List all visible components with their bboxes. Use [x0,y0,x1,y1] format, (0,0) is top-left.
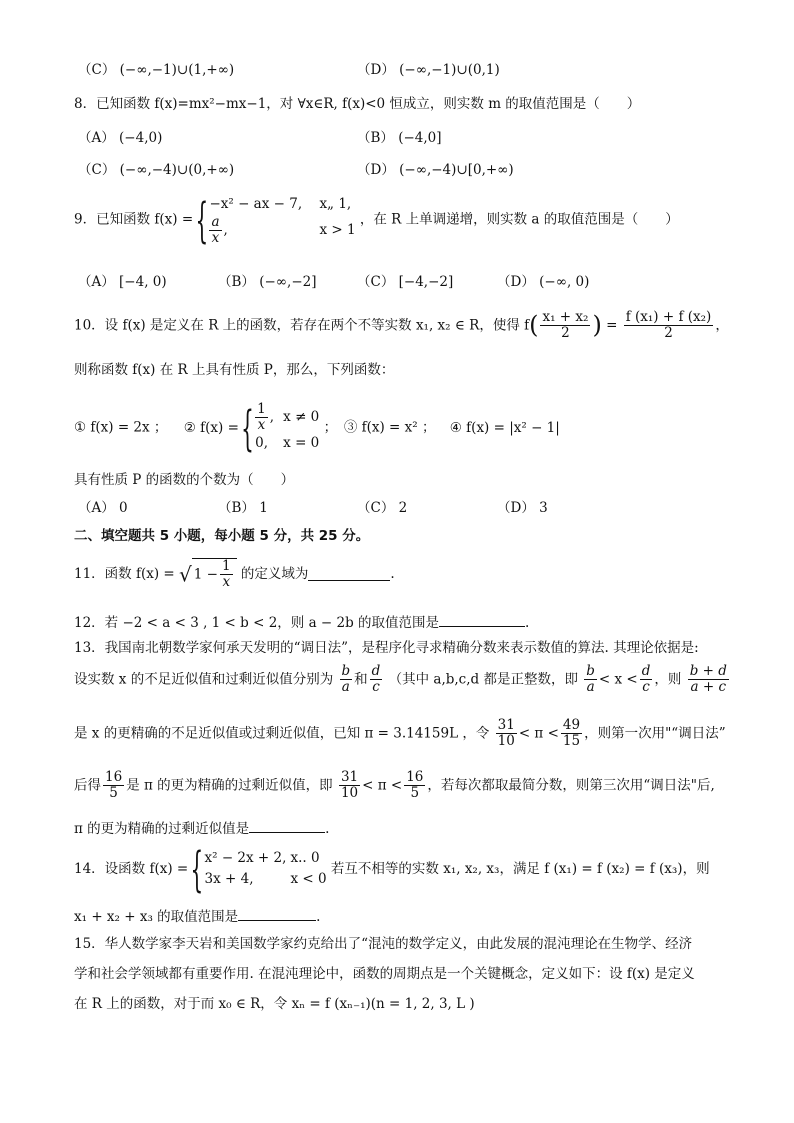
q8-stem: 8．已知函数 f(x)=mx²−mx−1，对 ∀x∈R, f(x)<0 恒成立，则实数 m 的取值范围是（ ） [74,96,641,112]
q15-line1: 15．华人数学家李天岩和美国数学家约克给出了“混沌的数学定义，由此发展的混沌理论在生物学、经济 [74,936,693,952]
q14-line2-text: x₁ + x₂ + x₃ 的取值范围是 [74,909,239,925]
q12-text: 12．若 −2 < a < 3 , 1 < b < 2，则 a − 2b 的取值范围是 [74,615,440,631]
q13-line4-d: ，若每次都取最简分数，则第三次用“调日法"后, [427,777,715,794]
q12-answer-blank[interactable] [439,612,525,627]
q9-case2-den: x [211,229,220,246]
q13-frac-10: 10 [497,732,515,749]
q10-lhs-num: x₁ + x₂ [542,309,589,325]
q13-frac-a2: a [586,678,595,695]
q13-frac-15: 15 [562,732,581,749]
q14-line2 [74,906,320,925]
q10-stem: 10．设 f(x) 是定义在 R 上的函数，若存在两个不等实数 x₁, x₂ ∈ R，使得 f( $\frac{\text{x₁ + x₂}}{2}$ ) = $\frac{\text{f (x₁) + f (x₂)}}{2}$ ， [74,309,729,341]
q14-prefix: 14．设函数 f(x) = [74,860,189,877]
q13-frac-bd: b + d [689,663,727,679]
q13-frac-49: 49 [562,717,581,733]
q13-line2 [74,664,731,695]
q10-stem-b: 则称函数 f(x) 在 R 上具有性质 P，那么，下列函数： [74,362,395,378]
q10-functions [74,402,560,454]
q13-line2-d: ，则 [654,671,682,688]
q13-answer-blank[interactable] [249,818,325,833]
q9-suffix: ，在 R 上单调递增，则实数 a 的取值范围是（ ） [359,211,679,228]
q10-f2-case1-num: { 1 [257,401,266,417]
q13-frac-d2: d [641,663,651,679]
q13-line1: 13．我国南北朝数学家何承天发明的“调日法”，是程序化寻求精确分数来表示数值的算法. 其理论依据是: [74,640,699,656]
q11-prefix: 11．函数 f(x) = [74,565,175,582]
q9-case1-cond: x„ 1, [319,196,352,212]
q13-frac-c: c [372,678,380,695]
q14-period: . [316,909,321,925]
q7-option-d: （D） (−∞,−1)∪(0,1) [357,62,500,78]
q13-frac-b2: b [586,663,595,679]
q12-period: . [525,615,530,631]
q13-line3 [74,718,726,749]
q11-rad-den: x [222,573,231,590]
q14-piecewise [193,848,327,890]
q14-mid: 若互不相等的实数 x₁, x₂, x₃，满足 f (x₁) = f (x₂) = f (x₃)，则 [330,860,710,877]
q9-stem [74,194,679,246]
q10-f3: ； ③ f(x) = x² ； [323,419,436,436]
q7-option-c: （C） (−∞,−1)∪(1,+∞) [78,62,235,78]
q13-frac-10b: 10 [340,784,359,801]
q15-line3: 在 R 上的函数，对于而 x₀ ∈ R，令 xₙ = f (xₙ₋₁)(n = 1, 2, 3, L ) [74,996,475,1012]
q10-f2-case1-den: x [257,416,266,433]
q10-rhs-num: f (x₁) + f (x₂) [625,309,712,325]
q9-prefix: 9．已知函数 f(x) = [74,211,194,228]
q8-option-d: （D） (−∞,−4)∪[0,+∞) [357,162,514,178]
q9-option-d: （D） (−∞, 0) [497,274,590,290]
q10-option-c: （C） 2 [357,500,408,516]
q10-f2-piecewise: { $\frac{1}{x}$ , x ≠ 0 0, x = 0 [243,402,319,454]
q13-line2-c: < x < [598,671,638,688]
q9-option-b: （B） (−∞,−2] [218,274,317,290]
q10-f2-case2-cond: x = 0 [283,434,320,451]
q13-frac-ac: a + c [690,678,727,695]
q13-line2-a: 设实数 x 的不足近似值和过剩近似值分别为 [74,671,334,688]
q13-line4-c: < π < [362,777,403,794]
q14-case2-cond: x < 0 [290,870,327,887]
q14-case1: x² − 2x + 2, [204,850,287,866]
q11-rad-num: 1 [221,558,231,574]
q10-stem-a: 10．设 f(x) 是定义在 R 上的函数，若存在两个不等实数 x₁, x₂ ∈ R，使得 f [74,317,530,334]
q13-line4 [74,770,715,801]
q11-period: . [390,565,395,582]
q13-frac-31b: 31 [340,769,359,785]
q13-line3-c: ，则第一次用"“调日法” [584,725,726,742]
q13-frac-5b: 5 [410,784,420,801]
q13-line5-text: π 的更为精确的过剩近似值是 [74,821,250,837]
q8-option-b: （B） (−4,0] [357,130,442,146]
q9-case1-expr: −x² − ax − 7, [209,196,303,212]
section-2-heading: 二、填空题共 5 小题，每小题 5 分，共 25 分。 [74,528,370,544]
q9-option-c: （C） [−4,−2] [357,274,454,290]
q13-and: 和 [354,671,368,688]
q13-period: . [325,821,330,837]
q10-option-d: （D） 3 [497,500,548,516]
q10-f2-case1-cond: x ≠ 0 [283,408,320,425]
q14-case1-cond: x.. 0 [290,850,320,866]
q14-answer-blank[interactable] [238,906,316,921]
q12 [74,612,529,631]
q15-line2: 学和社会学领域都有重要作用. 在混沌理论中，函数的周期点是一个关键概念，定义如下：设 f(x) 是定义 [74,966,695,982]
q13-frac-c2: c [642,678,650,695]
q13-frac-a: a [341,678,350,695]
q10-f2-case2: 0, [255,434,269,451]
q13-line2-b: （其中 a,b,c,d 都是正整数，即 [388,671,578,688]
q11: 11．函数 f(x) = √ 1 − $\frac{1}{x}$ 的定义域为 . [74,558,395,590]
q11-radicand-a: 1 − [193,566,218,583]
q9-option-a: （A） [−4, 0) [78,274,167,290]
q10-option-b: （B） 1 [218,500,268,516]
q10-option-a: （A） 0 [78,500,128,516]
q13-line3-b: < π < [518,725,559,742]
q10-f2-prefix: ② f(x) = [183,419,239,436]
q9-piecewise: { −x² − ax − 7, x„ 1, $\frac{a}{x}$ , x > 1 [197,194,355,246]
q10-ask: 具有性质 P 的函数的个数为（ ） [74,472,295,488]
q9-case2-num: a [211,213,220,230]
q10-f1: ① f(x) = 2x ； [74,419,168,436]
q13-frac-b: b [341,663,351,679]
q8-option-a: （A） (−4,0) [78,130,163,146]
q11-suffix: 的定义域为 [240,565,309,582]
q13-frac-31: 31 [497,717,515,733]
q8-option-c: （C） (−∞,−4)∪(0,+∞) [78,162,235,178]
q13-frac-16b: 16 [406,769,424,785]
q13-frac-d: d [371,663,381,679]
q10-rhs-den: 2 [664,324,673,341]
q13-frac-16: 16 [105,769,123,785]
q11-answer-blank[interactable] [308,566,390,581]
q13-line4-a: 后得 [74,777,101,794]
q13-frac-5: 5 [109,784,118,801]
q13-line4-b: 是 π 的更为精确的过剩近似值，即 [126,777,333,794]
q13-line3-a: 是 x 的更精确的不足近似值或过剩近似值，已知 π = 3.14159L ，令 [74,725,490,742]
q9-case2-cond: x > 1 [319,221,356,238]
q14-stem [74,848,710,890]
q13-line5 [74,818,329,837]
q10-lhs-den: 2 [561,324,570,341]
q14-case2: 3x + 4, [204,870,254,887]
q10-f4: ④ f(x) = |x² − 1| [449,419,560,436]
